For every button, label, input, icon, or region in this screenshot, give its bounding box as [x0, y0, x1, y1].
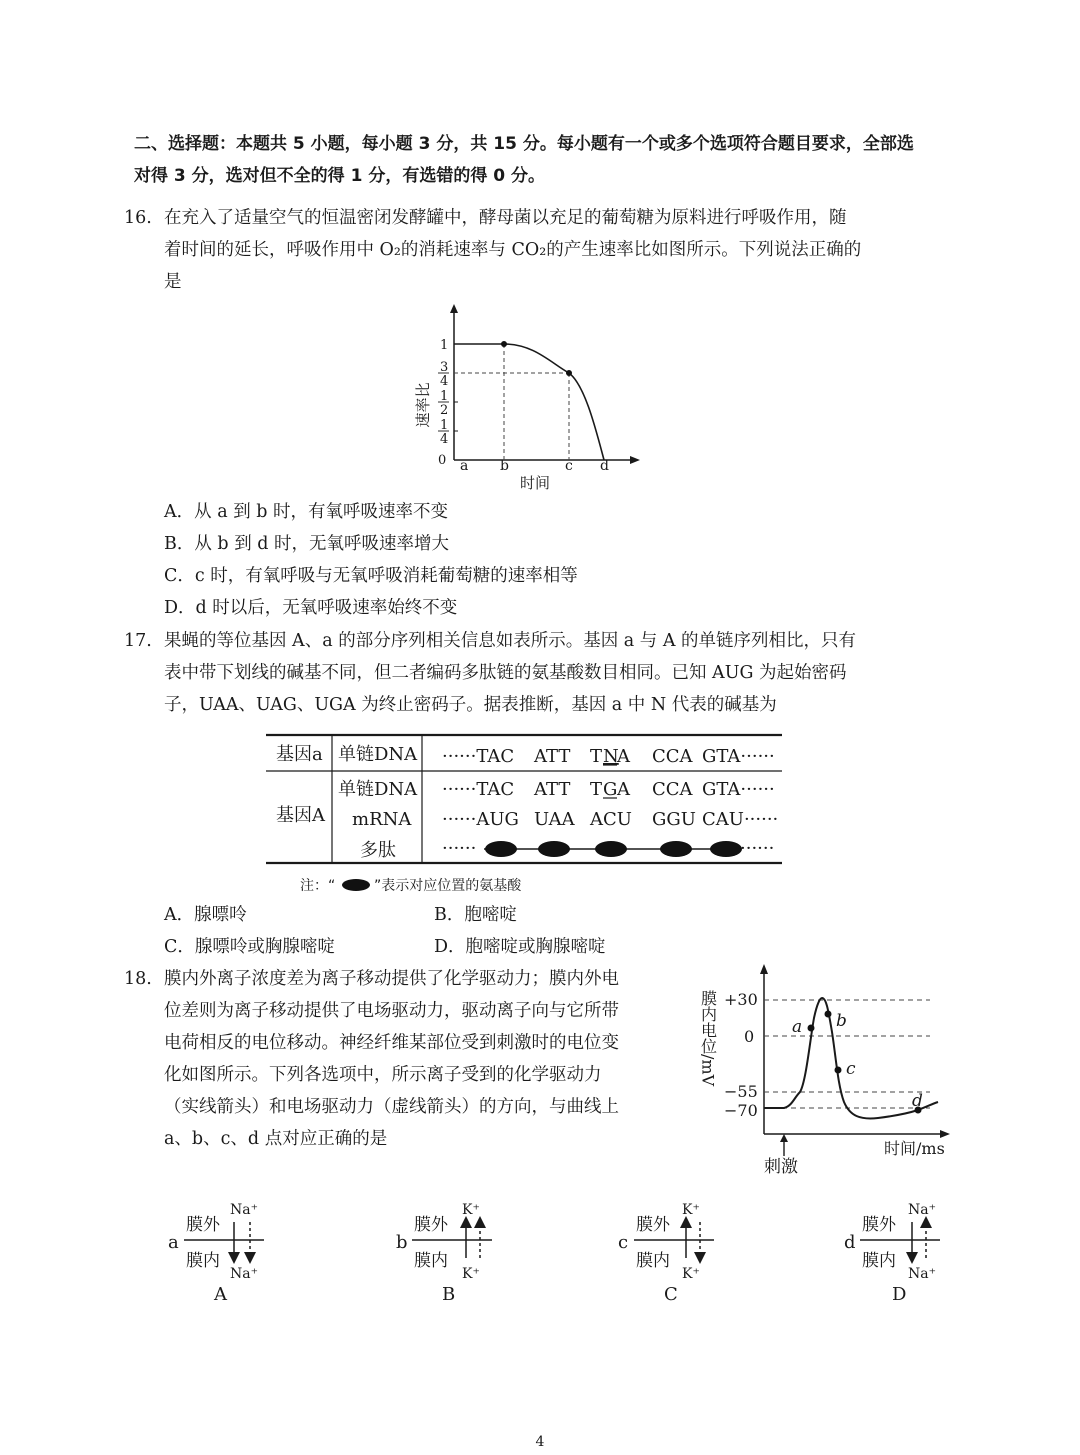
row-a-cca: CCA	[652, 746, 693, 767]
diagram-d-point: d	[844, 1232, 856, 1253]
row-a-gta: GTA······	[702, 746, 775, 767]
table-ssdna-label-a: 单链DNA	[338, 744, 418, 765]
q16-rate-ratio-chart	[400, 300, 660, 500]
table-peptide-label: 多肽	[360, 840, 396, 861]
y-tick-label: 0	[438, 453, 447, 468]
x-tick-label: b	[500, 458, 509, 474]
y-tick-label: 1	[440, 418, 449, 433]
row-a-a: A	[617, 746, 630, 767]
section-heading-line2: 对得 3 分，选对但不全的得 1 分，有选错的得 0 分。	[134, 166, 545, 186]
question-17-number: 17.	[124, 631, 152, 651]
question-17-line2: 表中带下划线的碱基不同，但二者编码多肽链的氨基酸数目相同。已知 AUG 为起始密码	[164, 663, 847, 683]
row-A-mrna-aug: ······AUG	[442, 809, 519, 830]
x-axis-label: 时间	[520, 474, 551, 492]
diagram-a	[168, 1202, 264, 1305]
y-tick-plus30: +30	[724, 990, 758, 1009]
amino-acid-3	[595, 841, 627, 857]
row-A-dna-a: A	[617, 779, 630, 800]
diagram-c-point: c	[618, 1232, 629, 1253]
point-d-label: d	[912, 1091, 923, 1111]
amino-acid-2	[538, 841, 570, 857]
page-number: 4	[535, 1434, 545, 1450]
y-tick-label: 1	[440, 389, 449, 404]
question-16-line1: 在充入了适量空气的恒温密闭发酵罐中，酵母菌以充足的葡萄糖为原料进行呼吸作用，随	[164, 208, 847, 228]
diagram-a-outside: 膜外	[186, 1215, 220, 1235]
row-A-dna-tac: ······TAC	[442, 779, 515, 800]
question-16-line3: 是	[164, 272, 182, 292]
diagram-d-inside: 膜内	[862, 1251, 896, 1271]
diagram-b	[396, 1202, 492, 1305]
table-ssdna-label-A: 单链DNA	[338, 779, 418, 800]
row-A-dna-g-underlined: G	[603, 779, 618, 800]
row-a-tac: ······TAC	[442, 746, 515, 767]
diagram-c	[618, 1202, 714, 1305]
diagram-b-outside: 膜外	[414, 1215, 448, 1235]
y-tick-minus55: −55	[724, 1082, 758, 1101]
section-heading-line1: 二、选择题：本题共 5 小题，每小题 3 分，共 15 分。每小题有一个或多个选项符合题目要求，全部选	[134, 134, 914, 154]
x-tick-label: c	[565, 458, 573, 474]
table-note-suffix: ”表示对应位置的氨基酸	[374, 878, 522, 894]
amino-acid-5	[710, 841, 742, 857]
diagram-b-letter[interactable]: B	[442, 1284, 456, 1305]
q17-option-a[interactable]: A．腺嘌呤	[164, 905, 247, 925]
y-tick-0: 0	[744, 1027, 755, 1046]
x-axis-arrow	[630, 456, 640, 464]
question-18-line3: 电荷相反的电位移动。神经纤维某部位受到刺激时的电位变	[164, 1033, 619, 1053]
diagram-c-inside: 膜内	[636, 1251, 670, 1271]
y-tick-minus70: −70	[724, 1101, 758, 1120]
q17-option-c[interactable]: C．腺嘌呤或胸腺嘧啶	[164, 937, 335, 957]
q17-option-b[interactable]: B．胞嘧啶	[434, 905, 517, 925]
diagram-b-ion-top: K⁺	[462, 1202, 480, 1218]
question-18-line1: 膜内外离子浓度差为离子移动提供了化学驱动力；膜内外电	[164, 969, 619, 989]
q17-sequence-table	[266, 733, 786, 898]
diagram-c-outside: 膜外	[636, 1215, 670, 1235]
question-18-line2: 位差则为离子移动提供了电场驱动力，驱动离子向与它所带	[164, 1001, 619, 1021]
rate-ratio-curve	[454, 344, 604, 460]
diagram-c-ion-bottom: K⁺	[682, 1266, 700, 1282]
amino-acid-1	[485, 841, 517, 857]
diagram-d-outside: 膜外	[862, 1215, 896, 1235]
row-a-t: T	[590, 746, 603, 767]
diagram-d	[844, 1202, 940, 1305]
row-a-att: ATT	[534, 746, 571, 767]
question-17-line1: 果蝇的等位基因 A、a 的部分序列相关信息如表所示。基因 a 与 A 的单链序列相比，只有	[164, 631, 857, 651]
question-16-number: 16.	[124, 208, 152, 228]
peptide-dots-left: ······	[442, 838, 477, 859]
q16-option-c[interactable]: C．c 时，有氧呼吸与无氧呼吸消耗葡萄糖的速率相等	[164, 566, 578, 586]
question-18-line4: 化如图所示。下列各选项中，所示离子受到的化学驱动力	[164, 1065, 602, 1085]
question-18-number: 18.	[124, 969, 152, 989]
data-point	[501, 341, 507, 347]
diagram-b-inside: 膜内	[414, 1251, 448, 1271]
diagram-b-ion-bottom: K⁺	[462, 1266, 480, 1282]
table-mrna-label: mRNA	[352, 809, 412, 830]
diagram-c-ion-top: K⁺	[682, 1202, 700, 1218]
x-axis-label: 时间/ms	[884, 1139, 945, 1158]
y-axis-arrow	[450, 304, 458, 313]
data-point	[566, 370, 572, 376]
diagram-b-point: b	[396, 1232, 408, 1253]
x-tick-label: a	[460, 458, 469, 474]
row-A-mrna-uaa: UAA	[534, 809, 575, 830]
stimulus-label: 刺激	[764, 1157, 798, 1177]
diagram-d-ion-bottom: Na⁺	[908, 1266, 936, 1282]
diagram-d-ion-top: Na⁺	[908, 1202, 936, 1218]
y-tick-label: 2	[440, 403, 449, 418]
row-A-dna-att: ATT	[534, 779, 571, 800]
y-tick-label: 1	[440, 338, 449, 353]
question-18-line5: （实线箭头）和电场驱动力（虚线箭头）的方向，与曲线上	[164, 1097, 619, 1117]
q18-ion-diagrams	[160, 1196, 960, 1306]
y-tick-label: 4	[440, 432, 449, 447]
row-A-dna-t: T	[590, 779, 603, 800]
point-b-label: b	[836, 1011, 847, 1031]
row-a-n-underlined: N	[603, 746, 619, 767]
diagram-c-letter[interactable]: C	[664, 1284, 678, 1305]
table-gene-a-label: 基因a	[276, 744, 323, 765]
y-tick-label: 3	[440, 360, 449, 375]
question-16-line2: 着时间的延长，呼吸作用中 O₂的消耗速率与 CO₂的产生速率比如图所示。下列说法正确的	[164, 240, 862, 260]
diagram-d-letter[interactable]: D	[892, 1284, 907, 1305]
x-tick-label: d	[600, 458, 609, 474]
q18-membrane-potential-graph	[680, 960, 960, 1180]
y-axis-label: 膜内电位/mV	[698, 990, 718, 1087]
diagram-a-point: a	[168, 1232, 179, 1253]
row-A-mrna-cau: CAU······	[702, 809, 779, 830]
question-17-line3: 子，UAA、UAG、UGA 为终止密码子。据表推断，基因 a 中 N 代表的碱基为	[164, 695, 777, 715]
q17-option-d[interactable]: D．胞嘧啶或胸腺嘧啶	[434, 937, 606, 957]
section-heading	[134, 128, 924, 192]
question-18-line6: a、b、c、d 点对应正确的是	[164, 1129, 388, 1149]
table-gene-A-label: 基因A	[276, 805, 325, 826]
peptide-dots-right: ······	[740, 838, 775, 859]
amino-acid-4	[660, 841, 692, 857]
diagram-a-letter[interactable]: A	[214, 1284, 227, 1305]
row-A-dna-gta: GTA······	[702, 779, 775, 800]
y-axis-label: 速率比	[414, 382, 432, 428]
row-A-dna-cca: CCA	[652, 779, 693, 800]
q16-option-d[interactable]: D．d 时以后，无氧呼吸速率始终不变	[164, 598, 458, 618]
note-amino-acid-symbol	[342, 879, 370, 891]
diagram-a-inside: 膜内	[186, 1251, 220, 1271]
point-a-label: a	[792, 1017, 803, 1037]
row-A-mrna-acu: ACU	[590, 809, 632, 830]
y-tick-label: 4	[440, 374, 449, 389]
diagram-a-ion-top: Na⁺	[230, 1202, 258, 1218]
point-c-label: c	[846, 1059, 856, 1079]
row-A-mrna-ggu: GGU	[652, 809, 696, 830]
q16-option-a[interactable]: A．从 a 到 b 时，有氧呼吸速率不变	[164, 502, 449, 522]
q16-option-b[interactable]: B．从 b 到 d 时，无氧呼吸速率增大	[164, 534, 450, 554]
diagram-a-ion-bottom: Na⁺	[230, 1266, 258, 1282]
table-note-prefix: 注：“	[300, 878, 336, 894]
